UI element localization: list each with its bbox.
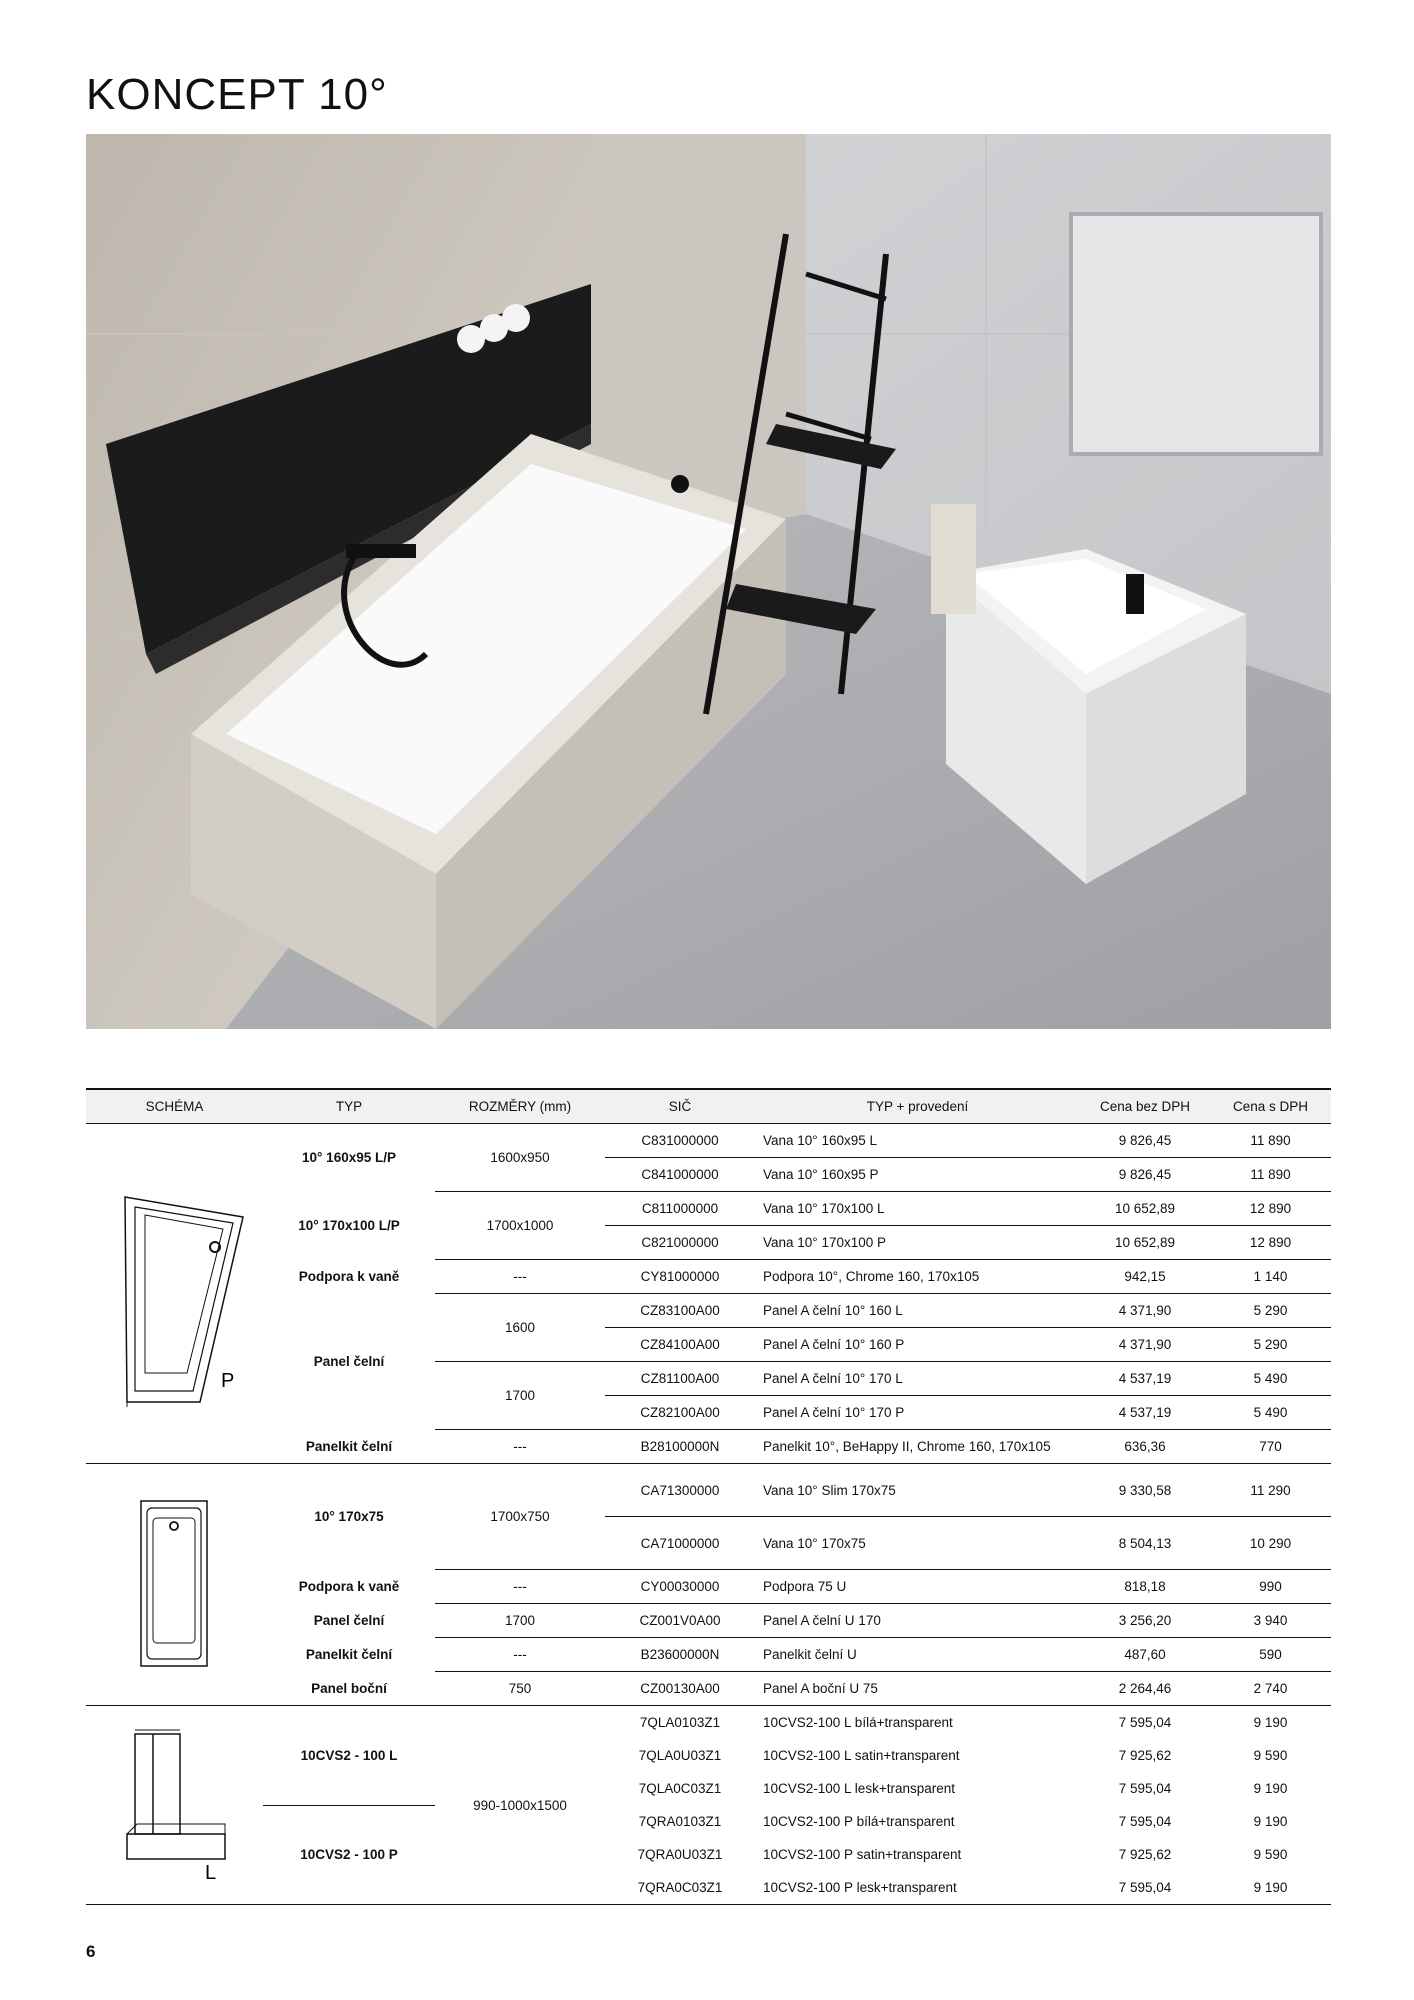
code-cell: CZ84100A00 [605,1328,755,1362]
price-net-cell: 4 537,19 [1080,1396,1210,1430]
code-cell: CZ81100A00 [605,1362,755,1396]
bathroom-photo [86,134,1331,1029]
variant-cell: Panel A čelní 10° 170 P [755,1396,1080,1430]
dimension-cell: --- [435,1430,605,1464]
code-cell: CA71300000 [605,1464,755,1517]
type-cell: Podpora k vaně [298,1579,400,1594]
type-cell: 10CVS2 - 100 P [263,1805,435,1905]
variant-cell: Panel A čelní 10° 160 P [755,1328,1080,1362]
table-row [86,1260,1331,1294]
code-cell: B28100000N [605,1430,755,1464]
corner-bathtub-schema-icon [105,1370,245,1410]
price-gross-cell: 3 940 [1210,1604,1331,1638]
schema-label: L [204,1861,216,1884]
page-title: KONCEPT 10° [86,70,388,119]
col-header-variant: TYP + provedení [755,1089,1080,1124]
code-cell: CA71000000 [605,1517,755,1570]
dimension-cell: --- [435,1260,605,1294]
price-net-cell: 10 652,89 [1080,1226,1210,1260]
variant-cell: 10CVS2-100 P lesk+transparent [755,1871,1080,1905]
code-cell: CZ001V0A00 [605,1604,755,1638]
variant-cell: Panelkit čelní U [755,1638,1080,1672]
table-row [86,1706,1331,1740]
variant-cell: Panelkit 10°, BeHappy II, Chrome 160, 170x105 [755,1430,1080,1464]
code-cell: 7QRA0C03Z1 [605,1871,755,1905]
variant-cell: 10CVS2-100 P bílá+transparent [763,1814,955,1829]
type-cell: Panel čelní [313,1354,385,1369]
price-table [86,1088,1331,1905]
type-cell: Panel čelní [313,1613,385,1628]
price-gross-cell: 5 490 [1210,1362,1331,1396]
type-cell: 10° 170x75 [314,1509,384,1525]
price-net-cell: 9 330,58 [1080,1464,1210,1517]
code-cell: C841000000 [605,1158,755,1192]
variant-cell: 10CVS2-100 L lesk+transparent [763,1781,955,1796]
price-gross-cell: 9 590 [1253,1748,1288,1763]
table-row [86,1672,1331,1706]
table-row [86,1604,1331,1638]
price-net-cell: 7 595,04 [1118,1781,1172,1796]
col-header-price-gross: Cena s DPH [1210,1089,1331,1124]
dimension-cell: 1700 [435,1362,605,1430]
code-cell: CZ83100A00 [605,1294,755,1328]
price-net-cell: 8 504,13 [1080,1517,1210,1570]
dimension-cell: 1700x750 [435,1464,605,1570]
table-row [86,1805,1331,1838]
price-gross-cell: 9 190 [1253,1781,1288,1796]
price-gross-cell: 590 [1210,1638,1331,1672]
variant-cell: Panel A čelní 10° 170 L [755,1362,1080,1396]
dimension-cell: --- [435,1638,605,1672]
price-gross-cell: 11 290 [1210,1464,1331,1517]
dimension-cell: 750 [435,1672,605,1706]
price-net-cell: 487,60 [1080,1638,1210,1672]
price-gross-cell: 9 190 [1210,1871,1331,1905]
table-row [86,1294,1331,1328]
type-cell: Podpora k vaně [298,1269,400,1284]
type-cell: 10° 160x95 L/P [263,1124,435,1192]
price-gross-cell: 990 [1210,1570,1331,1604]
price-gross-cell: 9 190 [1253,1814,1288,1829]
code-cell: CY00030000 [605,1570,755,1604]
price-gross-cell: 11 890 [1210,1158,1331,1192]
col-header-code: SIČ [605,1089,755,1124]
code-cell: 7QLA0U03Z1 [638,1748,722,1763]
price-gross-cell: 12 890 [1210,1192,1331,1226]
type-cell: Panelkit čelní [305,1647,393,1662]
dimension-cell: 990-1000x1500 [435,1706,605,1905]
price-gross-cell: 9 190 [1253,1715,1288,1730]
price-gross-cell: 770 [1210,1430,1331,1464]
price-gross-cell: 5 490 [1210,1396,1331,1430]
price-gross-cell: 11 890 [1210,1124,1331,1158]
table-header-row [86,1089,1331,1124]
rectangular-bathtub-schema-icon [135,1659,215,1674]
schema-cell [86,1706,263,1905]
variant-cell: Vana 10° 170x75 [755,1517,1080,1570]
code-cell: C821000000 [605,1226,755,1260]
type-cell: 10° 170x100 L/P [298,1218,400,1234]
col-header-dimensions: ROZMĚRY (mm) [435,1089,605,1124]
price-net-cell: 942,15 [1080,1260,1210,1294]
price-net-cell: 9 826,45 [1080,1158,1210,1192]
price-net-cell: 636,36 [1080,1430,1210,1464]
type-cell: 10CVS2 - 100 L [263,1706,435,1806]
variant-cell: Vana 10° 170x100 P [755,1226,1080,1260]
type-cell: Panel boční [263,1672,435,1706]
variant-cell: Vana 10° 160x95 L [755,1124,1080,1158]
table-row [86,1464,1331,1517]
table-row [86,1570,1331,1604]
price-net-cell: 4 371,90 [1080,1294,1210,1328]
price-net-cell: 7 925,62 [1118,1748,1172,1763]
price-net-cell: 3 256,20 [1080,1604,1210,1638]
dimension-cell: 1600x950 [435,1124,605,1192]
variant-cell: Panel A boční U 75 [755,1672,1080,1706]
variant-cell: Podpora 75 U [755,1570,1080,1604]
dimension-cell: 1700x1000 [435,1192,605,1260]
price-net-cell: 818,18 [1080,1570,1210,1604]
code-cell: 7QRA0U03Z1 [637,1847,723,1862]
page-number: 6 [86,1942,96,1961]
schema-label: P [220,1370,234,1392]
code-cell: C831000000 [605,1124,755,1158]
schema-cell [86,1124,263,1464]
code-cell: 7QLA0103Z1 [639,1715,721,1730]
price-net-cell: 7 925,62 [1118,1847,1172,1862]
variant-cell: 10CVS2-100 L bílá+transparent [763,1715,953,1730]
code-cell: CZ00130A00 [605,1672,755,1706]
price-net-cell: 2 264,46 [1080,1672,1210,1706]
dimension-cell: 1600 [435,1294,605,1362]
dimension-cell: --- [435,1570,605,1604]
price-net-cell: 4 537,19 [1080,1362,1210,1396]
price-gross-cell: 10 290 [1210,1517,1331,1570]
col-header-price-net: Cena bez DPH [1080,1089,1210,1124]
price-gross-cell: 1 140 [1210,1260,1331,1294]
price-gross-cell: 5 290 [1210,1328,1331,1362]
code-cell: CY81000000 [605,1260,755,1294]
bath-screen-schema-icon [115,1861,235,1887]
variant-cell: Vana 10° 160x95 P [755,1158,1080,1192]
code-cell: CZ82100A00 [605,1396,755,1430]
variant-cell: Podpora 10°, Chrome 160, 170x105 [755,1260,1080,1294]
variant-cell: Vana 10° Slim 170x75 [755,1464,1080,1517]
col-header-type: TYP [263,1089,435,1124]
price-net-cell: 7 595,04 [1080,1871,1210,1905]
dimension-cell: 1700 [435,1604,605,1638]
price-gross-cell: 9 590 [1253,1847,1288,1862]
price-gross-cell: 2 740 [1210,1672,1331,1706]
table-row [86,1124,1331,1158]
price-net-cell: 4 371,90 [1080,1328,1210,1362]
code-cell: 7QRA0103Z1 [638,1814,722,1829]
table-row [86,1192,1331,1226]
table-row [86,1638,1331,1672]
code-cell: 7QLA0C03Z1 [638,1781,722,1796]
variant-cell: 10CVS2-100 P satin+transparent [763,1847,962,1862]
type-cell: Panelkit čelní [263,1430,435,1464]
price-gross-cell: 12 890 [1210,1226,1331,1260]
price-net-cell: 9 826,45 [1080,1124,1210,1158]
variant-cell: Panel A čelní 10° 160 L [755,1294,1080,1328]
col-header-schema: SCHÉMA [86,1089,263,1124]
price-net-cell: 10 652,89 [1080,1192,1210,1226]
schema-cell [86,1464,263,1706]
variant-cell: Panel A čelní U 170 [755,1604,1080,1638]
price-net-cell: 7 595,04 [1118,1715,1172,1730]
price-net-cell: 7 595,04 [1118,1814,1172,1829]
variant-cell: 10CVS2-100 L satin+transparent [763,1748,960,1763]
code-cell: B23600000N [605,1638,755,1672]
code-cell: C811000000 [605,1192,755,1226]
variant-cell: Vana 10° 170x100 L [755,1192,1080,1226]
price-gross-cell: 5 290 [1210,1294,1331,1328]
table-row [86,1430,1331,1464]
